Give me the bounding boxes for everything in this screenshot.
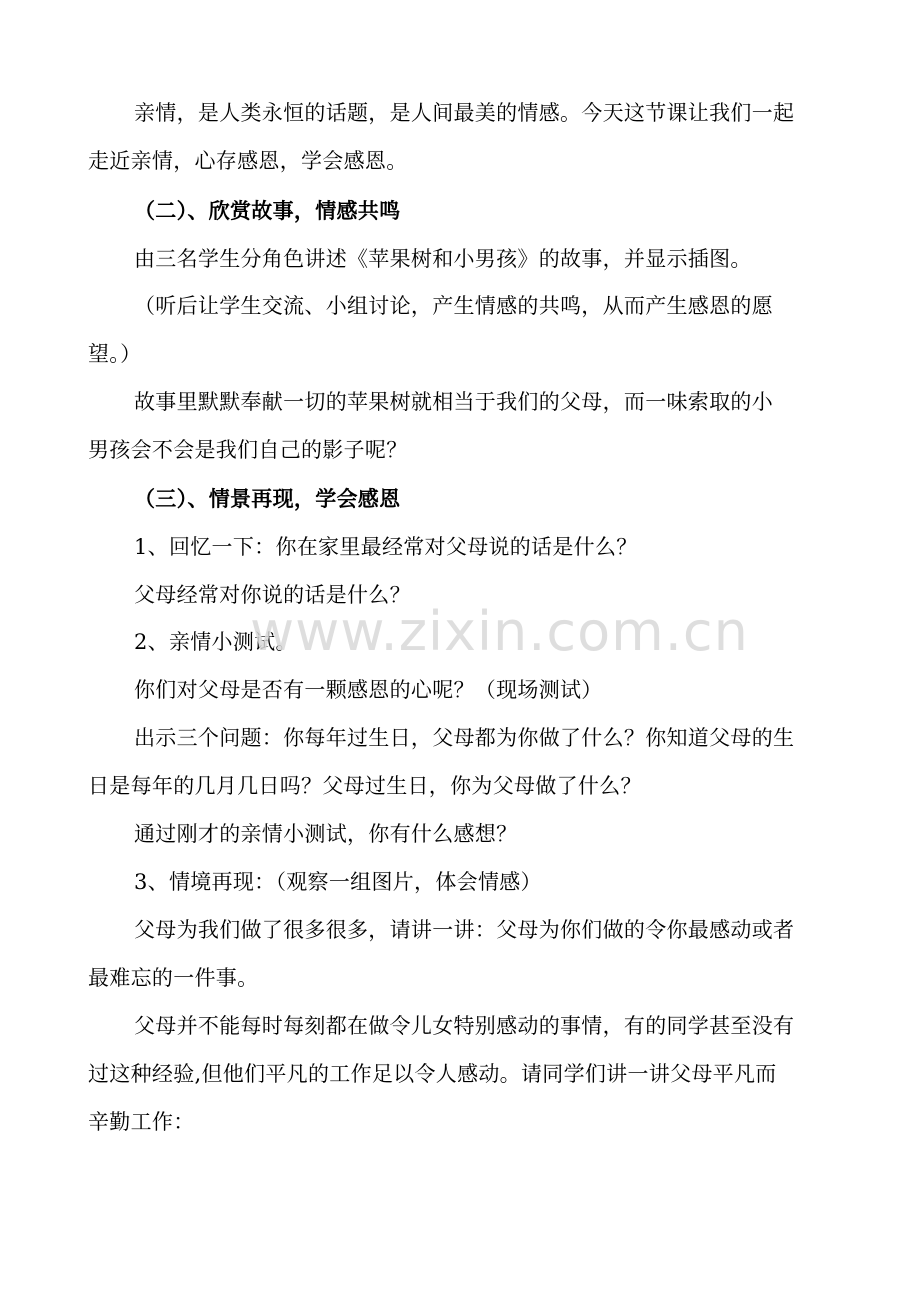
paragraph-line: 通过刚才的亲情小测试，你有什么感想？: [134, 822, 518, 846]
paragraph-line: 望。）: [88, 342, 142, 366]
paragraph-line: 父母为我们做了很多很多，请讲一讲：父母为你们做的令你最感动或者: [134, 918, 795, 942]
section-heading: （三）、情景再现，学会感恩: [134, 486, 401, 511]
paragraph-line: 出示三个问题：你每年过生日，父母都为你做了什么？你知道父母的生: [134, 726, 795, 750]
paragraph-line: 由三名学生分角色讲述《苹果树和小男孩》的故事，并显示插图。: [134, 247, 752, 271]
paragraph-line: 1、回忆一下：你在家里最经常对父母说的话是什么？: [134, 535, 638, 559]
paragraph-line: 你们对父母是否有一颗感恩的心呢？（现场测试）: [134, 678, 603, 702]
paragraph-line: 父母并不能每时每刻都在做令儿女特别感动的事情，有的同学甚至没有: [134, 1014, 795, 1038]
paragraph-line: 过这种经验,但他们平凡的工作足以令人感动。请同学们讲一讲父母平凡而: [88, 1062, 777, 1086]
paragraph-line: 走近亲情，心存感恩，学会感恩。: [88, 149, 408, 173]
paragraph-line: 辛勤工作：: [88, 1110, 195, 1134]
paragraph-line: 男孩会不会是我们自己的影子呢？: [88, 438, 408, 462]
paragraph-line: 日是每年的几月几日吗？父母过生日，你为父母做了什么？: [88, 774, 642, 798]
paragraph-line: 2、亲情小测试。: [134, 630, 297, 654]
section-heading: （二）、欣赏故事，情感共鸣: [134, 198, 401, 223]
paragraph-line: 3、情境再现：（观察一组图片，体会情感）: [134, 870, 542, 894]
paragraph-line: （听后让学生交流、小组讨论，产生情感的共鸣，从而产生感恩的愿: [134, 294, 773, 318]
paragraph-line: 最难忘的一件事。: [88, 966, 259, 990]
watermark: www.zixin.com.cn: [250, 600, 749, 663]
paragraph-line: 故事里默默奉献一切的苹果树就相当于我们的父母，而一味索取的小: [134, 390, 773, 414]
paragraph-line: 亲情，是人类永恒的话题，是人间最美的情感。今天这节课让我们一起: [134, 101, 795, 125]
paragraph-line: 父母经常对你说的话是什么？: [134, 583, 411, 607]
